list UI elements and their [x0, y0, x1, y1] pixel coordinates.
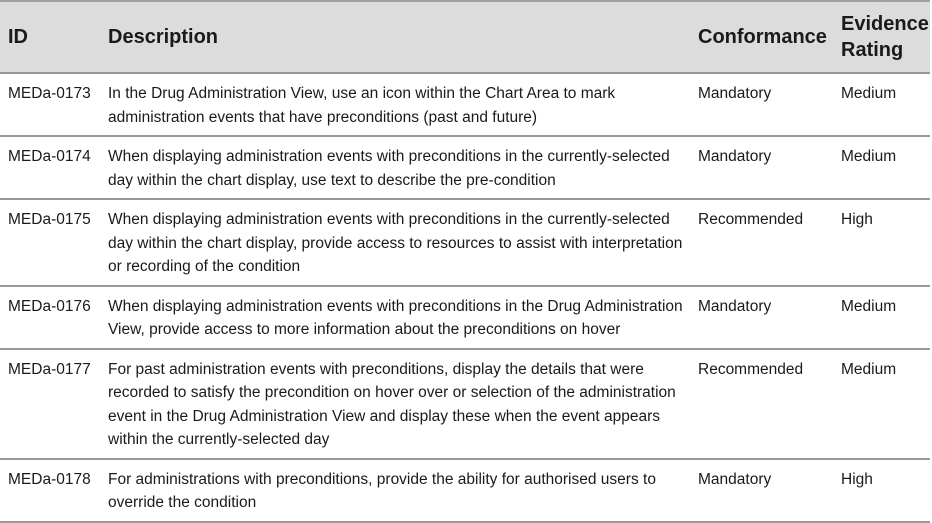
- cell-evidence: Medium: [833, 349, 930, 459]
- cell-description: When displaying administration events with preconditions in the Drug Administration View, provide access to more information about the preconditions on hover: [100, 286, 690, 349]
- header-evidence-line1: Evidence: [841, 13, 929, 35]
- table-row: [0, 286, 930, 349]
- cell-description: In the Drug Administration View, use an icon within the Chart Area to mark administration events that have preconditions (past and future): [100, 73, 690, 136]
- header-evidence-rating: [833, 1, 930, 73]
- cell-conformance: Recommended: [690, 349, 833, 459]
- cell-conformance: Recommended: [690, 199, 833, 286]
- cell-evidence: Medium: [833, 73, 930, 136]
- cell-id: MEDa-0176: [0, 286, 100, 349]
- table-row: [0, 136, 930, 199]
- cell-conformance: Mandatory: [690, 286, 833, 349]
- header-description: Description: [100, 1, 690, 73]
- cell-evidence: High: [833, 459, 930, 522]
- cell-id: MEDa-0178: [0, 459, 100, 522]
- header-id: ID: [0, 1, 100, 73]
- table-header-row: [0, 1, 930, 73]
- cell-id: MEDa-0173: [0, 73, 100, 136]
- cell-conformance: Mandatory: [690, 73, 833, 136]
- cell-description: For administrations with preconditions, provide the ability for authorised users to override the condition: [100, 459, 690, 522]
- cell-description: For past administration events with preconditions, display the details that were recorded to satisfy the precondition on hover over or selection of the administration event in the Drug Administration View and display these when the event appears within the currently-selected day: [100, 349, 690, 459]
- header-evidence-line2: Rating: [841, 39, 904, 61]
- cell-conformance: Mandatory: [690, 459, 833, 522]
- cell-id: MEDa-0175: [0, 199, 100, 286]
- cell-evidence: High: [833, 199, 930, 286]
- cell-id: MEDa-0174: [0, 136, 100, 199]
- cell-id: MEDa-0177: [0, 349, 100, 459]
- table-row: [0, 349, 930, 459]
- table-row: [0, 73, 930, 136]
- header-conformance: Conformance: [690, 1, 833, 73]
- cell-conformance: Mandatory: [690, 136, 833, 199]
- cell-evidence: Medium: [833, 286, 930, 349]
- table-row: [0, 459, 930, 522]
- cell-description: When displaying administration events with preconditions in the currently-selected day within the chart display, provide access to resources to assist with interpretation or recording of the condition: [100, 199, 690, 286]
- table-row: [0, 199, 930, 286]
- cell-evidence: Medium: [833, 136, 930, 199]
- cell-description: When displaying administration events with preconditions in the currently-selected day within the chart display, use text to describe the pre-condition: [100, 136, 690, 199]
